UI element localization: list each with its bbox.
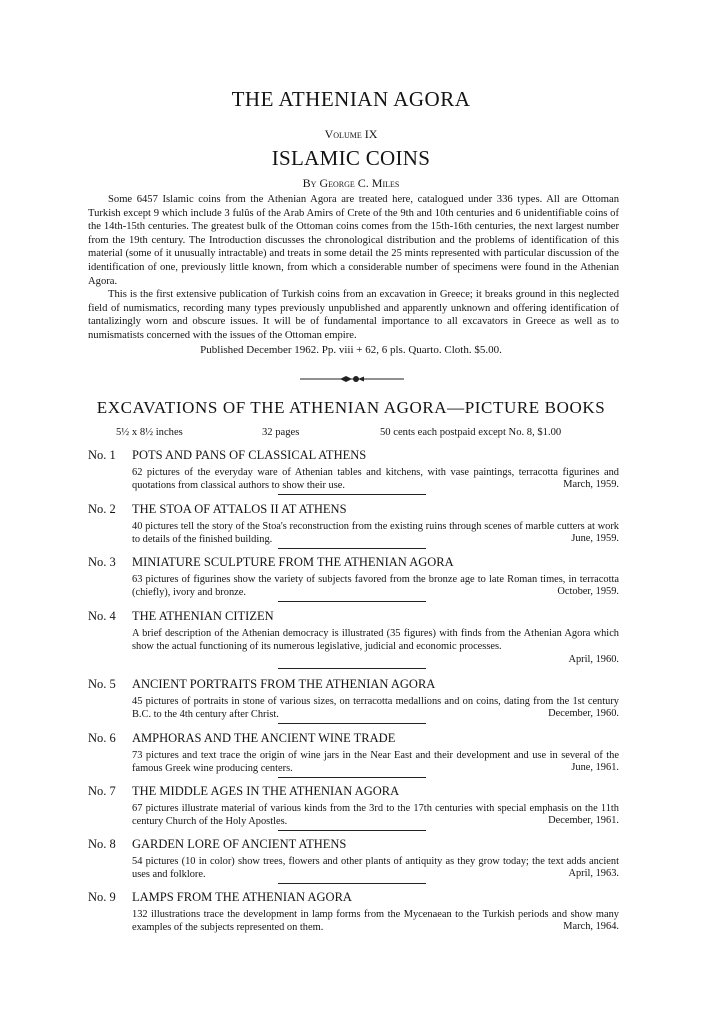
book-title: MINIATURE SCULPTURE FROM THE ATHENIAN AGORA (132, 555, 454, 569)
divider (278, 494, 426, 495)
book-description: 63 pictures of figurines show the variety of subjects favored from the bronze age to late Roman times, in terracotta (chiefly), ivory and bronze. (132, 574, 619, 599)
divider (278, 668, 426, 669)
book-number: No. 8 (88, 837, 116, 851)
description-paragraph-2: This is the first extensive publication of Turkish coins from an excavation in Greece; it breaks ground in this neglected field of numismatics, recording many types previously unpublished and apparently unknown and offering identification of tantalizingly worn and obscure issues. It will be of fundamental importance to all excavators in Greece as well as to numismatists concerned with the issues of the Ottoman empire. (88, 289, 619, 341)
publication-details: Published December 1962. Pp. viii + 62, 6 pls. Quarto. Cloth. $5.00. (200, 344, 502, 356)
book-description: 132 illustrations trace the development in lamp forms from the Mycenaean to the Turkish periods and show many examples of the subjects represented on them. (132, 909, 619, 934)
description-paragraph-1: Some 6457 Islamic coins from the Athenian Agora are treated here, catalogued under 336 types. All are Ottoman Turkish except 9 which include 3 fulûs of the Arab Amirs of Crete of the 9th and 10th centuries and 6 unidentifiable coins of the 14th-15th centuries. The greatest bulk of the Ottoman coins comes from the 15th-16th centuries, the next largest number from the 19th century. The Introduction discusses the chronological distribution and the problems of identification of this material (some of it unusually intractable) and treats in some detail the 25 mints represented with particular discussion of the identification of one, previously little known, from which a considerable number of specimens were found in the Athenian Agora. (88, 194, 619, 287)
book-number: No. 1 (88, 448, 116, 462)
book-number: No. 5 (88, 677, 116, 691)
book-date: December, 1961. (548, 815, 619, 826)
book-title: POTS AND PANS OF CLASSICAL ATHENS (132, 448, 367, 462)
book-title: AMPHORAS AND THE ANCIENT WINE TRADE (132, 731, 396, 745)
book-title: ANCIENT PORTRAITS FROM THE ATHENIAN AGORA (132, 677, 436, 691)
price-info: 50 cents each postpaid except No. 8, $1.00 (380, 427, 562, 438)
book-date: April, 1960. (568, 654, 619, 665)
book-title: ISLAMIC COINS (271, 146, 431, 170)
book-description: 67 pictures illustrate material of various kinds from the 3rd to the 17th centuries with special emphasis on the 11th century Church of the Holy Apostles. (132, 803, 619, 828)
book-date: March, 1964. (563, 921, 619, 932)
book-description: 62 pictures of the everyday ware of Athenian tables and kitchens, with vase paintings, terracotta figurines and quotations from classical authors to show their use. (132, 467, 619, 492)
page-count: 32 pages (262, 427, 300, 438)
book-date: June, 1959. (571, 533, 619, 544)
book-title: THE MIDDLE AGES IN THE ATHENIAN AGORA (132, 784, 400, 798)
author-line: By George C. Miles (302, 176, 400, 190)
book-number: No. 4 (88, 609, 116, 623)
book-title: GARDEN LORE OF ANCIENT ATHENS (132, 837, 347, 851)
ornament-divider-icon (300, 372, 404, 386)
book-size: 5½ x 8½ inches (116, 427, 183, 438)
book-number: No. 2 (88, 502, 116, 516)
volume-label: Volume IX (324, 127, 378, 141)
book-description: 54 pictures (10 in color) show trees, flowers and other plants of antiquity as they grow today; the text adds ancient uses and folklore. (132, 856, 619, 881)
book-description: 45 pictures of portraits in stone of various sizes, on terracotta medallions and on coins, dating from the 1st century B.C. to the 4th century after Christ. (132, 696, 619, 721)
book-title: THE ATHENIAN CITIZEN (132, 609, 274, 623)
divider (278, 601, 426, 602)
book-date: December, 1960. (548, 708, 619, 719)
book-description: 40 pictures tell the story of the Stoa's reconstruction from the existing ruins through scenes of marble cutters at work to details of the finished building. (132, 521, 619, 546)
book-number: No. 6 (88, 731, 116, 745)
book-description: A brief description of the Athenian democracy is illustrated (35 figures) with finds from the Athenian Agora which show the actual functioning of its numerous legislative, judicial and economic processes. (132, 628, 619, 653)
divider (278, 723, 426, 724)
book-title: THE STOA OF ATTALOS II AT ATHENS (132, 502, 347, 516)
divider (278, 548, 426, 549)
book-date: June, 1961. (571, 762, 619, 773)
book-date: April, 1963. (568, 868, 619, 879)
series-title: THE ATHENIAN AGORA (231, 87, 471, 111)
section-title: EXCAVATIONS OF THE ATHENIAN AGORA—PICTURE BOOKS (96, 398, 606, 417)
book-number: No. 9 (88, 890, 116, 904)
divider (278, 883, 426, 884)
book-date: October, 1959. (557, 586, 619, 597)
divider (278, 777, 426, 778)
book-description: 73 pictures and text trace the origin of wine jars in the Near East and their development and use in several of the famous Greek wine producing centers. (132, 750, 619, 775)
book-date: March, 1959. (563, 479, 619, 490)
book-title: LAMPS FROM THE ATHENIAN AGORA (132, 890, 352, 904)
divider (278, 830, 426, 831)
book-number: No. 7 (88, 784, 116, 798)
book-number: No. 3 (88, 555, 116, 569)
